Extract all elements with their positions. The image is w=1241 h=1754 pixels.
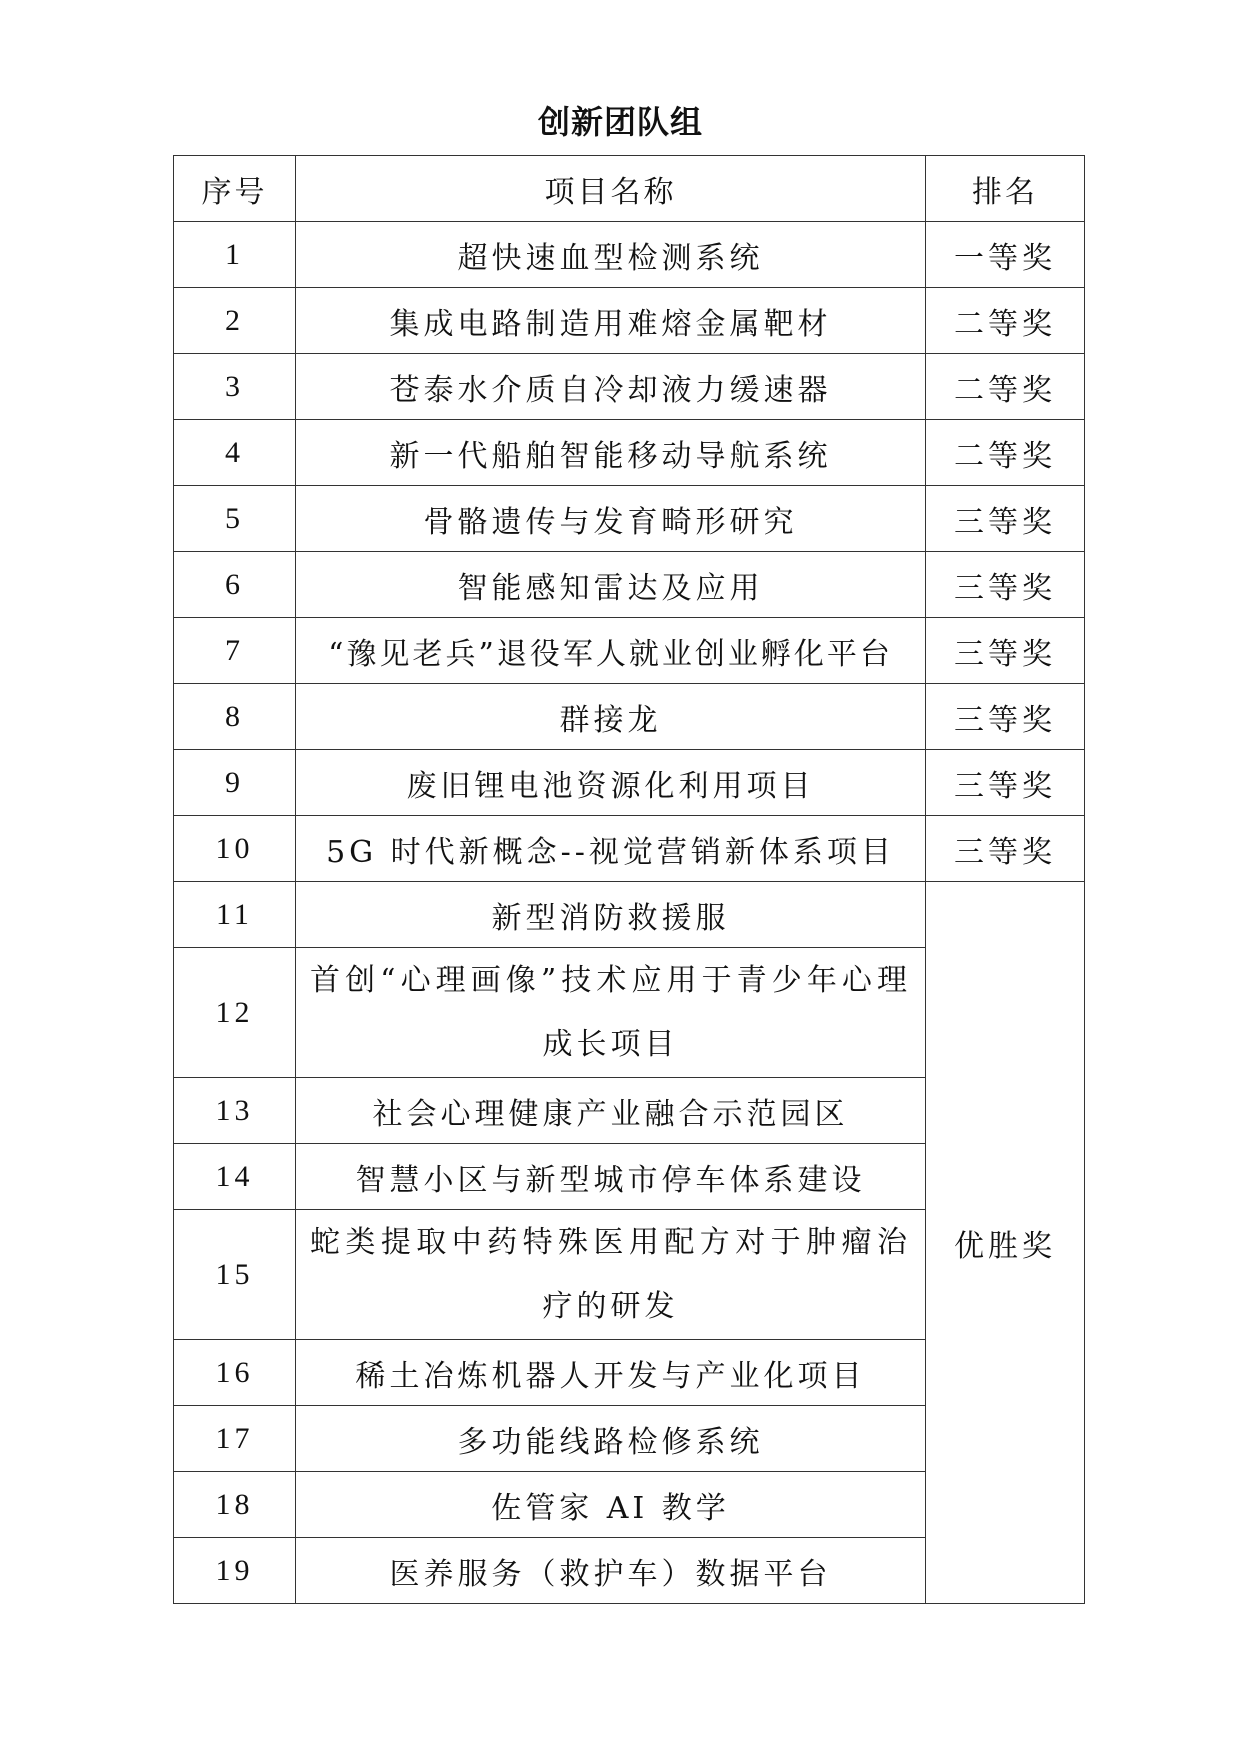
header-row xyxy=(174,156,1085,222)
project-name-cell: 新一代船舶智能移动导航系统 xyxy=(296,420,926,486)
table-row xyxy=(174,684,1085,750)
rank-cell: 三等奖 xyxy=(926,486,1085,552)
project-name-cell: 废旧锂电池资源化利用项目 xyxy=(296,750,926,816)
project-name-cell: 社会心理健康产业融合示范园区 xyxy=(296,1078,926,1144)
page-title: 创新团队组 xyxy=(537,103,703,141)
header-serial-number: 序号 xyxy=(174,156,296,222)
awards-table xyxy=(173,155,1085,1604)
serial-number-cell: 10 xyxy=(174,816,296,882)
project-name-cell: “豫见老兵”退役军人就业创业孵化平台 xyxy=(296,618,926,684)
rank-cell: 三等奖 xyxy=(926,750,1085,816)
table-row xyxy=(174,816,1085,882)
project-name-cell: 稀土冶炼机器人开发与产业化项目 xyxy=(296,1340,926,1406)
project-name-cell: 智能感知雷达及应用 xyxy=(296,552,926,618)
serial-number-cell: 16 xyxy=(174,1340,296,1406)
project-name-cell: 集成电路制造用难熔金属靶材 xyxy=(296,288,926,354)
serial-number-cell: 8 xyxy=(174,684,296,750)
serial-number-cell: 15 xyxy=(174,1210,296,1340)
rank-cell: 二等奖 xyxy=(926,288,1085,354)
serial-number-cell: 18 xyxy=(174,1472,296,1538)
table-row xyxy=(174,750,1085,816)
serial-number-cell: 12 xyxy=(174,948,296,1078)
rank-cell: 三等奖 xyxy=(926,618,1085,684)
project-name-cell: 多功能线路检修系统 xyxy=(296,1406,926,1472)
table-row xyxy=(174,420,1085,486)
table-row xyxy=(174,552,1085,618)
serial-number-cell: 17 xyxy=(174,1406,296,1472)
table-row xyxy=(174,288,1085,354)
rank-cell: 三等奖 xyxy=(926,552,1085,618)
serial-number-cell: 6 xyxy=(174,552,296,618)
serial-number-cell: 2 xyxy=(174,288,296,354)
project-name-cell: 蛇类提取中药特殊医用配方对于肿瘤治疗的研发 xyxy=(296,1210,926,1340)
rank-cell: 二等奖 xyxy=(926,420,1085,486)
serial-number-cell: 13 xyxy=(174,1078,296,1144)
project-name-cell: 超快速血型检测系统 xyxy=(296,222,926,288)
serial-number-cell: 11 xyxy=(174,882,296,948)
project-name-cell: 新型消防救援服 xyxy=(296,882,926,948)
rank-cell: 三等奖 xyxy=(926,684,1085,750)
table-row xyxy=(174,486,1085,552)
serial-number-cell: 5 xyxy=(174,486,296,552)
serial-number-cell: 19 xyxy=(174,1538,296,1604)
serial-number-cell: 1 xyxy=(174,222,296,288)
table-row xyxy=(174,354,1085,420)
project-name-cell: 群接龙 xyxy=(296,684,926,750)
project-name-cell: 首创“心理画像”技术应用于青少年心理成长项目 xyxy=(296,948,926,1078)
table-row xyxy=(174,618,1085,684)
project-name-cell: 医养服务（救护车）数据平台 xyxy=(296,1538,926,1604)
merged-rank-cell: 优胜奖 xyxy=(926,882,1085,1604)
table-row xyxy=(174,222,1085,288)
serial-number-cell: 7 xyxy=(174,618,296,684)
header-rank: 排名 xyxy=(926,156,1085,222)
project-name-cell: 智慧小区与新型城市停车体系建设 xyxy=(296,1144,926,1210)
rank-cell: 三等奖 xyxy=(926,816,1085,882)
project-name-cell: 佐管家 AI 教学 xyxy=(296,1472,926,1538)
table-row xyxy=(174,882,1085,948)
serial-number-cell: 4 xyxy=(174,420,296,486)
project-name-cell: 苍泰水介质自冷却液力缓速器 xyxy=(296,354,926,420)
serial-number-cell: 3 xyxy=(174,354,296,420)
serial-number-cell: 14 xyxy=(174,1144,296,1210)
project-name-cell: 骨骼遗传与发育畸形研究 xyxy=(296,486,926,552)
serial-number-cell: 9 xyxy=(174,750,296,816)
rank-cell: 二等奖 xyxy=(926,354,1085,420)
rank-cell: 一等奖 xyxy=(926,222,1085,288)
header-project-name: 项目名称 xyxy=(296,156,926,222)
project-name-cell: 5G 时代新概念--视觉营销新体系项目 xyxy=(296,816,926,882)
